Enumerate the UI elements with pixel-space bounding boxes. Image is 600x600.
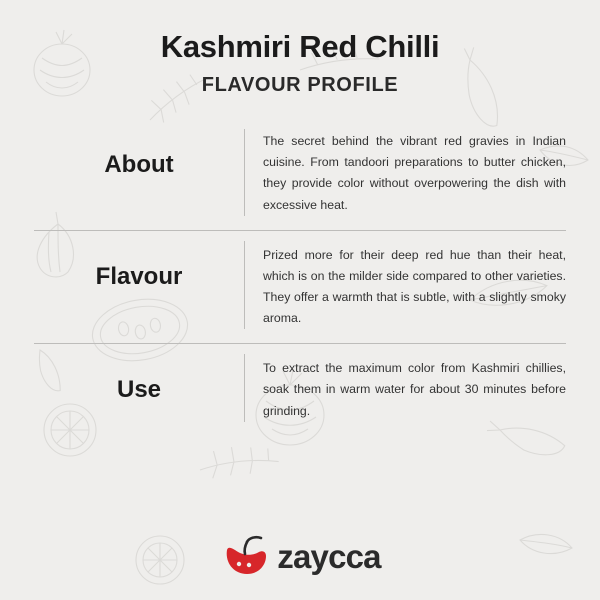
- section-about: [34, 119, 566, 230]
- section-text-flavour: Prized more for their deep red hue than their heat, which is on the milder side compared to other varieties. They offer a warmth that is subtle, with a slightly smoky aroma.: [263, 247, 566, 326]
- brand-footer: [34, 534, 566, 590]
- page-title: Kashmiri Red Chilli: [160, 29, 440, 64]
- section-text-about: The secret behind the vibrant red gravies in Indian cuisine. From tandoori preparations to butter chicken, they provide color without overpowering the dish with excessive heat.: [263, 134, 566, 212]
- section-use: [34, 343, 566, 435]
- section-label-use: Use: [116, 376, 162, 404]
- page-subtitle: FLAVOUR PROFILE: [201, 74, 399, 97]
- section-text-use: To extract the maximum color from Kashmiri chillies, soak them in warm water for about 30 minutes before grinding.: [263, 361, 566, 418]
- brand-name: zaycca: [277, 537, 381, 575]
- chilli-pepper-icon: [219, 534, 271, 578]
- section-flavour: [34, 230, 566, 344]
- section-label-flavour: Flavour: [95, 262, 183, 290]
- section-label-about: About: [104, 151, 174, 179]
- sections-list: [34, 119, 566, 532]
